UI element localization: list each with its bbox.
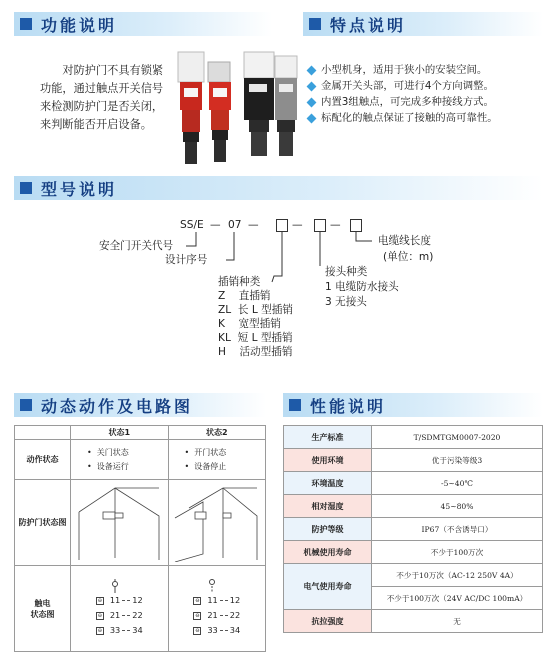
label-design-serial: 设计序号 <box>165 254 208 266</box>
product-red-switch-icon <box>178 52 204 164</box>
table-row: 生产标准 T/SDMTGM0007-2020 <box>284 426 543 449</box>
section-banner-features <box>303 12 543 36</box>
square-bullet-icon <box>20 182 32 194</box>
list-item: 标配化的触点保证了接触的高可靠性。 <box>308 110 544 126</box>
state2-action-cell: • 开门状态 • 设备停止 <box>168 440 266 480</box>
section-title-model: 型号说明 <box>41 179 118 199</box>
door-closed-icon <box>75 482 163 562</box>
table-row: 使用环境 优于污染等级3 <box>284 449 543 472</box>
model-dash: — <box>210 219 221 231</box>
product-silver-switch-icon <box>275 56 297 156</box>
contact-box-icon: ⊖ <box>97 612 102 619</box>
row-label-door: 防护门状态图 <box>15 480 71 566</box>
table-row: 电气使用寿命 不少于10万次（AC-12 250V 4A） <box>284 564 543 587</box>
diamond-bullet-icon <box>307 97 317 107</box>
function-description: 对防护门不具有锁紧功能，通过触点开关信号来检测防护门是否关闭，来判断能否开启设备。 <box>40 64 164 131</box>
pin-type-item: H 活动型插销 <box>218 346 293 358</box>
section-title-performance: 性能说明 <box>310 396 387 416</box>
list-item: 内置3组触点，可完成多种接线方式。 <box>308 94 544 110</box>
column-header-state1: 状态1 <box>71 426 169 440</box>
section-title-function: 功能说明 <box>41 15 118 35</box>
list-item: 金属开关头部，可进行4个方向调整。 <box>308 78 544 94</box>
section-banner-model <box>14 176 543 200</box>
model-dash: — <box>330 219 341 231</box>
table-cell <box>15 426 71 440</box>
cable-length-unit: (单位：m) <box>383 251 434 263</box>
contact-box-icon: ⊖ <box>195 627 200 634</box>
contact-diagram-state2-cell <box>168 566 266 652</box>
product-photos <box>175 48 300 170</box>
diamond-bullet-icon <box>307 81 317 91</box>
actuator-icon <box>110 579 120 593</box>
square-bullet-icon <box>309 18 321 30</box>
table-row: 机械使用寿命 不少于100万次 <box>284 541 543 564</box>
table-row: 防护等级 IP67（不含诱导口） <box>284 518 543 541</box>
contact-diagram: ⊖ 11 12 ⊖ 21 22 ⊖ 33 34 <box>96 579 143 638</box>
cable-length-title: 电缆线长度 <box>378 235 431 247</box>
table-row: 抗拉强度 无 <box>284 610 543 633</box>
dynamic-state-table <box>14 425 266 652</box>
pin-type-slot <box>276 219 288 232</box>
contact-diagram-state1-cell <box>71 566 169 652</box>
table-row: 环境温度 -5~40℃ <box>284 472 543 495</box>
pin-type-item: K 宽型插销 <box>218 318 281 330</box>
model-dash: — <box>292 219 303 231</box>
door-diagram-open-cell <box>168 480 266 566</box>
square-bullet-icon <box>289 399 301 411</box>
connector-type-item: 1 电缆防水接头 <box>325 281 399 293</box>
actuator-icon <box>207 579 217 593</box>
contact-box-icon: ⊖ <box>195 612 200 619</box>
pin-type-item: KL 短 L 型插销 <box>218 332 293 344</box>
label-switch-code: 安全门开关代号 <box>99 240 174 252</box>
square-bullet-icon <box>20 399 32 411</box>
pin-type-item: ZL 长 L 型插销 <box>218 304 293 316</box>
product-red-switch-icon <box>208 62 231 162</box>
model-code-prefix: SS/E <box>180 219 204 231</box>
diamond-bullet-icon <box>307 113 317 123</box>
row-label-action: 动作状态 <box>15 440 71 480</box>
list-item: 小型机身，适用于狭小的安装空间。 <box>308 62 544 78</box>
contact-box-icon: ⊖ <box>97 597 102 604</box>
pin-type-title: 插销种类 <box>218 276 261 288</box>
door-open-icon <box>173 482 261 562</box>
door-diagram-closed-cell <box>71 480 169 566</box>
feature-list <box>308 62 544 126</box>
table-row: 不少于100万次（24V AC/DC 100mA） <box>284 587 543 610</box>
section-banner-function <box>14 12 272 36</box>
model-dash: — <box>248 219 259 231</box>
section-banner-dynamic <box>14 393 266 417</box>
section-banner-performance <box>283 393 543 417</box>
contact-box-icon: ⊖ <box>195 597 200 604</box>
connector-type-slot <box>314 219 326 232</box>
contact-diagram: ⊖ 11 12 ⊖ 21 22 ⊖ 33 34 <box>193 579 240 638</box>
connector-type-title: 接头种类 <box>325 266 368 278</box>
connector-type-item: 3 无接头 <box>325 296 367 308</box>
cable-length-slot <box>350 219 362 232</box>
square-bullet-icon <box>20 18 32 30</box>
diamond-bullet-icon <box>307 65 317 75</box>
column-header-state2: 状态2 <box>168 426 266 440</box>
contact-box-icon: ⊖ <box>97 627 102 634</box>
section-title-dynamic: 动态动作及电路图 <box>41 396 194 416</box>
pin-type-item: Z 直插销 <box>218 290 271 302</box>
product-black-switch-icon <box>244 52 274 156</box>
row-label-contact: 触电 状态图 <box>15 566 71 652</box>
model-code-serial: 07 <box>228 219 242 231</box>
performance-table <box>283 425 543 633</box>
state1-action-cell: • 关门状态 • 设备运行 <box>71 440 169 480</box>
section-title-features: 特点说明 <box>330 15 407 35</box>
table-row: 相对湿度 45~80% <box>284 495 543 518</box>
